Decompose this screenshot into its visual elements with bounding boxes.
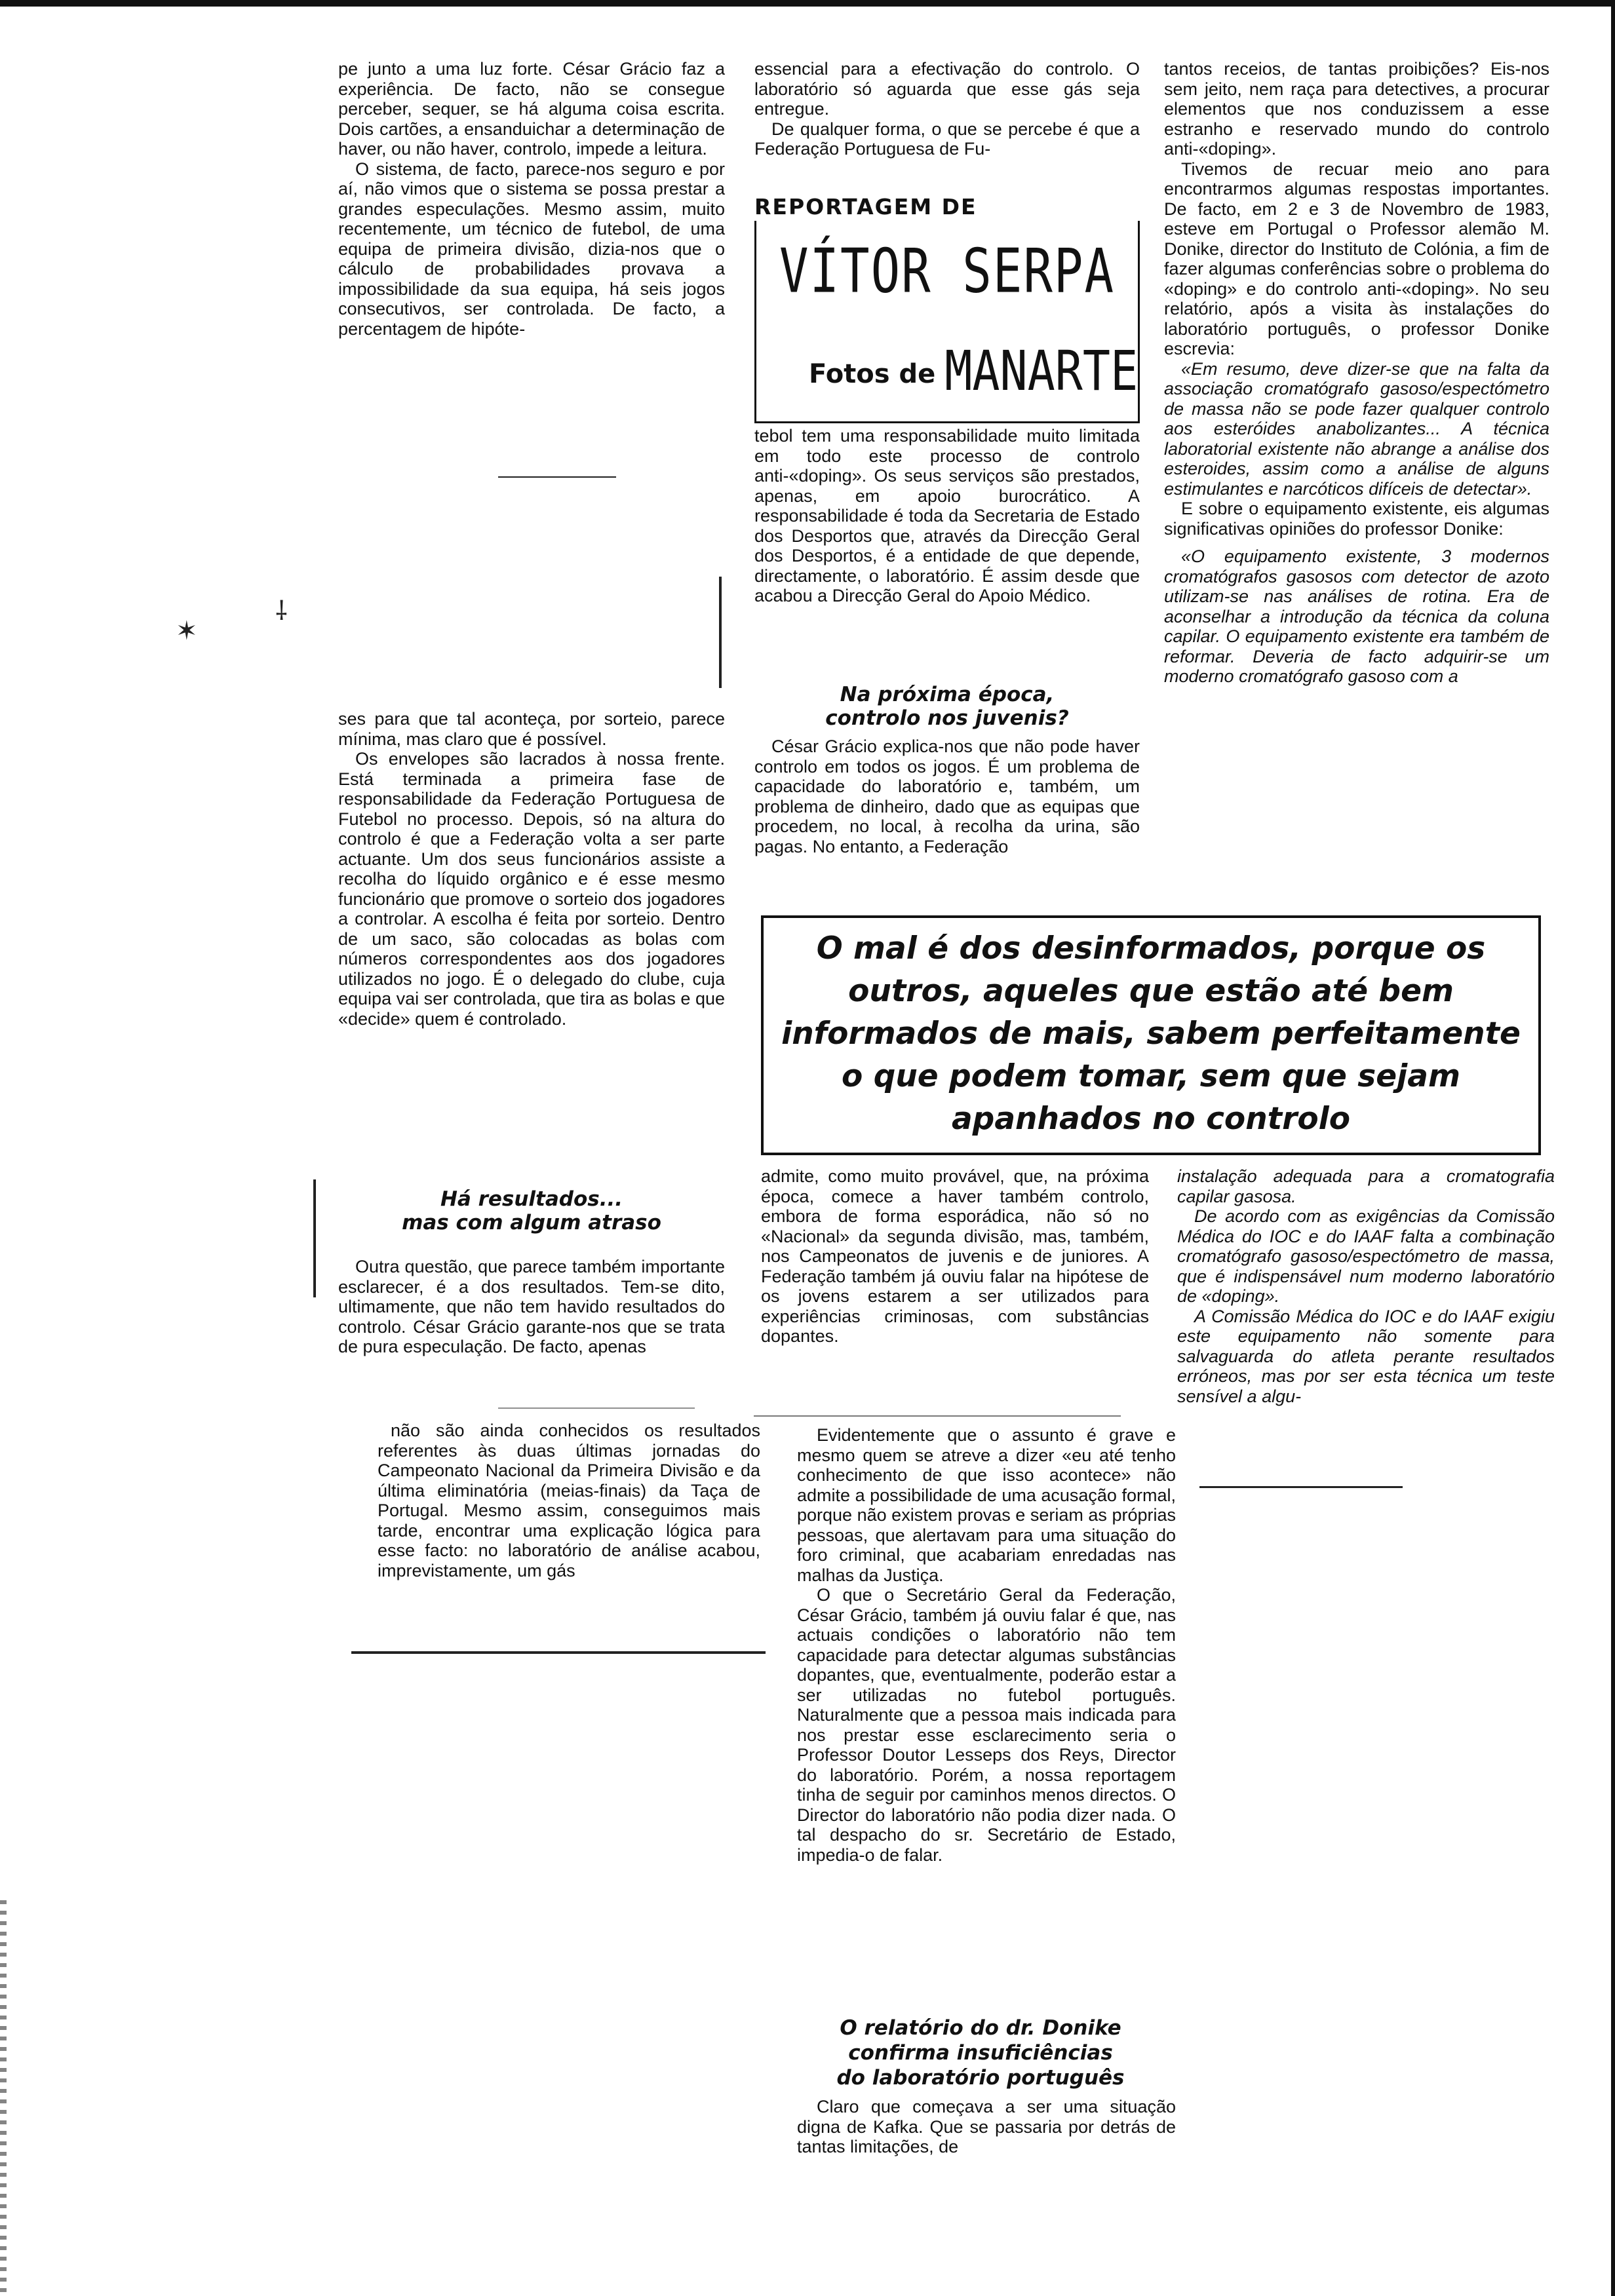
subheading-line: mas com algum atraso: [402, 1211, 661, 1234]
quoted-paragraph: «O equipamento existente, 3 modernos cromatógrafos gasosos com detector de azoto utilizam-se nas análises de rotina. Era de aconselhar a introdução da técnica da coluna capilar. O equipamento existente era também de reformar. Deveria de facto adquirir-se um moderno cromatógrafo gasoso com a: [1164, 546, 1549, 686]
paragraph: Evidentemente que o assunto é grave e mesmo quem se atreve a dizer «eu até tenho conhecimento de que isso acontece» não admite a possibilidade de uma acusação formal, porque não existem provas e seriam as próprias pessoas, que alertavam para uma situação do foro criminal, que acabariam enredadas nas malhas da Justiça.: [797, 1425, 1176, 1585]
paragraph: De qualquer forma, o que se percebe é que a Federação Portuguesa de Fu-: [754, 119, 1140, 159]
scan-speck: ✶: [176, 617, 198, 645]
article-column-1-top: [338, 59, 725, 339]
page-right-border: [1611, 0, 1615, 2296]
byline-box: [754, 194, 1140, 423]
paragraph: essencial para a efectivação do controlo. O laboratório só aguarda que esse gás seja entregue.: [754, 59, 1140, 119]
article-column-3-bottom: [1177, 1166, 1555, 1406]
paragraph: Claro que começava a ser uma situação digna de Kafka. Que se passaria por detrás de tantas limitações, de: [797, 2097, 1176, 2156]
paragraph: Tivemos de recuar meio ano para encontrarmos algumas respostas importantes. De facto, em 2 e 3 de Novembro de 1983, esteve em Portugal o Professor alemão M. Donike, director do Instituto de Colónia, a fim de fazer algumas conferências sobre o problema do «doping» e do controlo anti-«doping». No seu relatório, após a visita às instalações do laboratório português, o professor Donike escrevia:: [1164, 159, 1549, 358]
vertical-rule-left: [313, 1179, 316, 1297]
scan-speck-2: ⸸: [275, 597, 288, 626]
paragraph: César Grácio explica-nos que não pode haver controlo em todos os jogos. É um problema de capacidade do laboratório e, também, um problema de dinheiro, dado que as equipas que procedem, no local, à recolha da urina, são pagas. No entanto, a Federação: [754, 737, 1140, 856]
article-column-2-p3: [754, 426, 1140, 606]
paragraph: Outra questão, que parece também importante esclarecer, é a dos resultados. Tem-se dito, ultimamente, que não tem havido resultados do controlo. César Grácio garante-nos que se trata de pura especulação. De facto, apenas: [338, 1257, 725, 1356]
pull-quote-box: O mal é dos desinformados, porque os outros, aqueles que estão até bem informados de mais, sabem perfeitamente o que podem tomar, sem que sejam apanhados no controlo: [761, 915, 1541, 1155]
article-column-1-mid: [338, 709, 725, 1029]
byline-header: REPORTAGEM DE: [754, 194, 977, 220]
faint-rule: [498, 1407, 695, 1409]
paragraph: tantos receios, de tantas proibições? Eis-nos sem jeito, nem raça para detectives, a procurar elementos que nos conduzissem a esse estranho e reservado mundo do controlo anti-«doping».: [1164, 59, 1549, 159]
subheading-line: Há resultados...: [440, 1187, 623, 1211]
vertical-rule: [719, 577, 722, 688]
subheading-relatorio: [784, 2016, 1177, 2090]
article-column-2-end: [797, 2097, 1176, 2157]
photo-credit: [809, 338, 1138, 404]
subheading-resultados: [338, 1187, 725, 1234]
column-divider-rule: [498, 476, 616, 478]
paragraph: instalação adequada para a cromatografia capilar gasosa.: [1177, 1166, 1555, 1206]
paragraph: A Comissão Médica do IOC e do IAAF exigiu este equipamento não somente para salvaguarda do atleta perante resultados erróneos, mas por ser esta técnica um teste sensível a algu-: [1177, 1306, 1555, 1406]
subheading-line: do laboratório português: [836, 2066, 1125, 2090]
byline-frame: [754, 221, 1140, 423]
paragraph: E sobre o equipamento existente, eis algumas significativas opiniões do professor Donike:: [1164, 499, 1549, 539]
article-column-2-top: [754, 59, 1140, 159]
paragraph: pe junto a uma luz forte. César Grácio faz a experiência. De facto, não se consegue perceber, sequer, se há alguma coisa escrita. Dois cartões, a ensanduichar a determinação de haver, ou não haver, controlo, impede a leitura.: [338, 59, 725, 159]
paragraph: Os envelopes são lacrados à nossa frente. Está terminada a primeira fase de responsabilidade da Federação Portuguesa de Futebol no processo. Depois, só na altura do controlo é que a Federação volta a ser parte actuante. Um dos seus funcionários assiste a recolha do líquido orgânico e é esse mesmo funcionário que promove o sorteio dos jogadores a controlar. A escolha é feita por sorteio. Dentro de um saco, são colocadas as bolas com números correspondentes aos dos jogadores utilizados no jogo. É o delegado do clube, cuja equipa vai ser controlada, que tira as bolas e que «decide» quem é controlado.: [338, 749, 725, 1029]
article-column-2-bottom: [797, 1425, 1176, 1865]
subheading-line: confirma insuficiências: [848, 2041, 1113, 2065]
paragraph: De acordo com as exigências da Comissão Médica do IOC e do IAAF falta a combinação cromatógrafo gasoso/espectómetro de massa, que é indispensável num moderno laboratório de «doping».: [1177, 1206, 1555, 1306]
paragraph: admite, como muito provável, que, na próxima época, comece a haver também controlo, embora de forma esporádica, não só no «Nacional» da segunda divisão, mas, também, nos Campeonatos de juvenis e de juniores. A Federação também já ouviu falar na hipótese de os jovens estarem a ser utilizados para experiências criminosas, com substâncias dopantes.: [761, 1166, 1149, 1346]
paragraph: não são ainda conhecidos os resultados referentes às duas últimas jornadas do Campeonato Nacional da Primeira Divisão e da última eliminatória (meias-finais) da Taça de Portugal. Mesmo assim, conseguimos mais tarde, encontrar uma explicação lógica para esse facto: no laboratório de análise acabou, imprevistamente, um gás: [378, 1421, 760, 1580]
article-column-2-p5: [761, 1166, 1149, 1347]
paragraph: tebol tem uma responsabilidade muito limitada em todo este processo de controlo anti-«doping». Os seus serviços são prestados, apenas, em apoio burocrático. A responsabilidade é toda da Secretaria de Estado dos Desportos que, através da Direcção Geral dos Desportos, é a entidade de que depende, directamente, o laboratório. É assim desde que acabou a Direcção Geral do Apoio Médico.: [754, 426, 1140, 605]
photographer-name: MANARTE: [944, 338, 1138, 404]
paragraph: O que o Secretário Geral da Federação, César Grácio, também já ouviu falar é que, nas actuais condições o laboratório não tem capacidade para detectar algumas substâncias dopantes, que, eventualmente, poderão estar a ser utilizadas no futebol português. Naturalmente que a pessoa mais indicada para nos prestar esse esclarecimento seria o Professor Doutor Lesseps dos Reys, Director do laboratório. Porém, a nossa reportagem tinha de seguir por caminhos menos directos. O Director do laboratório não podia dizer nada. O tal despacho do sr. Secretário de Estado, impedia-o de falar.: [797, 1585, 1176, 1865]
subheading-line: O relatório do dr. Donike: [840, 2016, 1121, 2040]
section-rule: [351, 1651, 766, 1654]
page-top-border: [0, 0, 1615, 7]
subheading-line: controlo nos juvenis?: [825, 706, 1069, 730]
paragraph: O sistema, de facto, parece-nos seguro e por aí, não vimos que o sistema se possa prestar a grandes especulações. Mesmo assim, muito recentemente, um técnico de futebol, de uma equipa de primeira divisão, dizia-nos que o cálculo de probabilidades provava a impossibilidade da sua equipa, há seis jogos consecutivos, ser controlada. De facto, a percentagem de hipóte-: [338, 159, 725, 339]
author-name: VÍTOR SERPA: [779, 236, 1116, 307]
article-column-1-bottom: [378, 1421, 760, 1580]
faint-rule-2: [754, 1415, 1121, 1417]
article-column-2-p4: [754, 737, 1140, 856]
paragraph: ses para que tal aconteça, por sorteio, parece mínima, mas claro que é possível.: [338, 709, 725, 749]
quoted-paragraph: «Em resumo, deve dizer-se que na falta da associação cromatógrafo gasoso/espectómetro de massa não se pode fazer qualquer controlo aos esteróides anabolizantes... A técnica laboratorial existente não abrange a análise dos esteroides, assim como a análise de alguns estimulantes e narcóticos difíceis de detectar».: [1164, 358, 1549, 499]
end-rule: [1199, 1486, 1403, 1488]
article-column-1-p4: [338, 1257, 725, 1357]
photo-credit-label: Fotos de: [809, 359, 936, 389]
subheading-line: Na próxima época,: [840, 683, 1055, 706]
scan-edge-dots: [0, 1900, 7, 2293]
subheading-juvenis: [754, 683, 1140, 730]
article-column-3-top: [1164, 59, 1549, 687]
